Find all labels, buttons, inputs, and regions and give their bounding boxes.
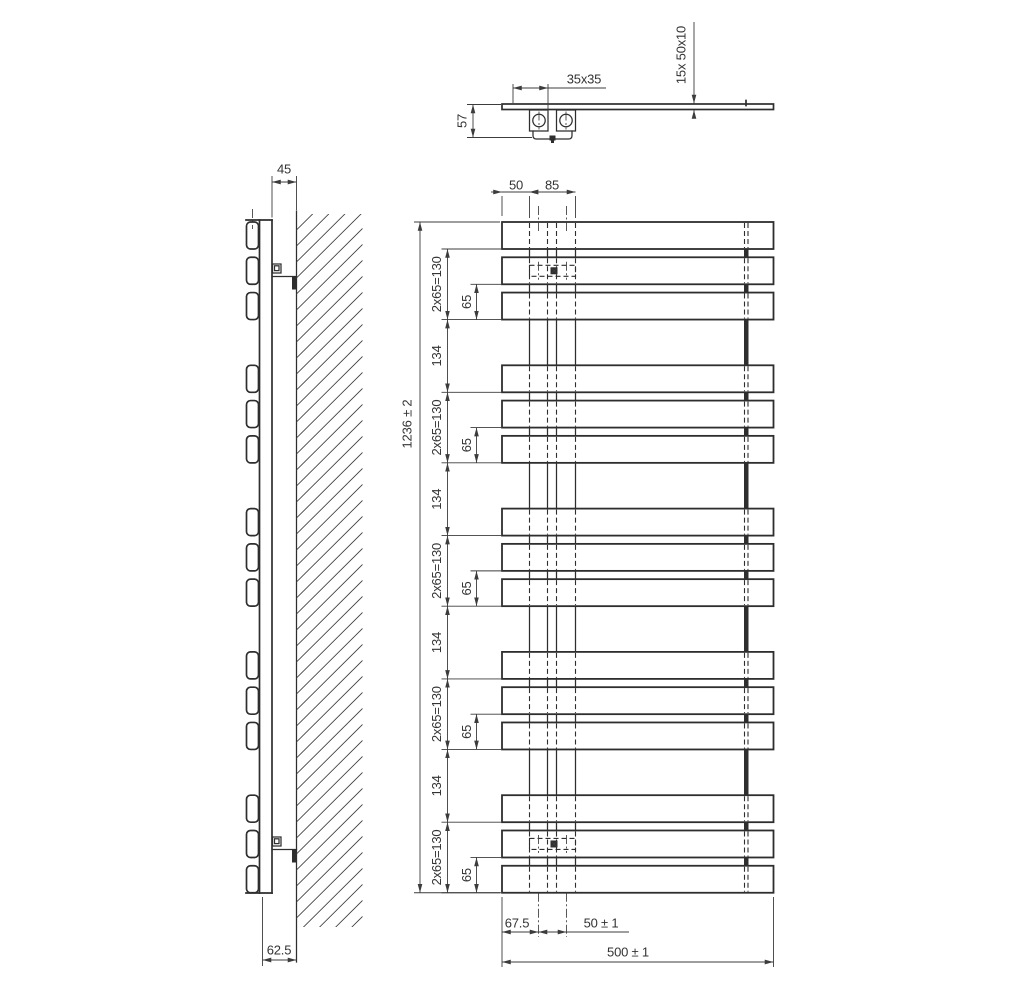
wall-hatch-line	[297, 372, 364, 438]
wall-hatch-line	[297, 692, 364, 758]
rung-bar	[502, 293, 774, 320]
side-view	[246, 148, 363, 981]
dim-label-group-gap: 134	[429, 345, 445, 367]
rung-bar	[502, 652, 774, 679]
bracket-wall-pad	[292, 277, 297, 290]
rung-side-view	[247, 257, 259, 284]
wall-hatch-line	[297, 484, 364, 550]
wall-hatch-line	[297, 644, 364, 710]
wall-hatch-line	[297, 308, 364, 374]
dim-label-profile-note: 15x 50x10	[673, 25, 689, 85]
rung-bar	[502, 222, 774, 249]
rung-side-view	[247, 365, 259, 392]
rung-side-view	[247, 687, 259, 714]
bracket-wall-pad	[292, 850, 297, 863]
wall-hatch-line	[297, 164, 364, 230]
rung-side-view	[247, 795, 259, 822]
bracket-screw-tip	[551, 141, 554, 144]
dim-label-half-pitch: 65	[459, 294, 475, 309]
rung-side-view	[247, 293, 259, 320]
wall-hatch-line	[297, 916, 364, 981]
dim-label-tube-profile: 35x35	[566, 71, 602, 87]
dim-label-wall-clearance: 45	[276, 161, 292, 177]
dim-label-bottom-left: 67.5	[504, 915, 530, 931]
rung-bar	[502, 401, 774, 428]
wall-hatch-line	[297, 468, 364, 534]
dim-label-center-offset: 62.5	[266, 942, 292, 958]
wall-hatch-line	[297, 628, 364, 694]
wall-hatch-line	[297, 516, 364, 582]
wall-hatch-line	[297, 900, 364, 966]
wall-hatch-line	[297, 612, 364, 678]
wall-hatch-line	[297, 788, 364, 854]
rung-bar	[502, 436, 774, 463]
bracket-screw	[275, 839, 280, 844]
wall-hatch-line	[297, 500, 364, 566]
rung-bar	[502, 365, 774, 392]
dim-label-group-pitch: 2x65=130	[429, 686, 445, 743]
wall-hatch-line	[297, 244, 364, 310]
dim-label-overall-height: 1236 ± 2	[399, 399, 415, 449]
wall-hatch-line	[297, 452, 364, 518]
rung-bar	[502, 866, 774, 893]
dim-label-tube-span: 85	[544, 177, 560, 193]
rung-bar	[502, 687, 774, 714]
rung-bar	[502, 722, 774, 749]
wall-hatch	[297, 148, 364, 981]
dim-label-half-pitch: 65	[459, 438, 475, 453]
wall-hatch-line	[297, 676, 364, 742]
dim-label-depth: 57	[454, 113, 470, 129]
top-view	[455, 22, 774, 143]
wall-hatch-line	[297, 868, 364, 934]
wall-hatch-line	[297, 564, 364, 630]
dim-label-half-pitch: 65	[459, 868, 475, 883]
dim-label-overall-width: 500 ± 1	[607, 944, 649, 960]
dim-label-end-offset: 50	[508, 177, 524, 193]
rung-bar	[502, 544, 774, 571]
rung-side-view	[247, 436, 259, 463]
rung-side-view	[247, 722, 259, 749]
rung-side-view	[247, 579, 259, 606]
rung-bar	[502, 579, 774, 606]
wall-hatch-line	[297, 596, 364, 662]
wall-hatch-line	[297, 228, 364, 294]
wall-hatch-line	[297, 852, 364, 918]
rung-side-view	[247, 401, 259, 428]
dim-label-connection-pitch: 50 ± 1	[583, 915, 619, 931]
wall-hatch-line	[297, 340, 364, 406]
dim-label-half-pitch: 65	[459, 581, 475, 596]
rung-bar-top-view	[502, 104, 774, 110]
dim-label-group-pitch: 2x65=130	[429, 399, 445, 456]
wall-hatch-line	[297, 756, 364, 822]
rung-bar	[502, 257, 774, 284]
wall-hatch-line	[297, 740, 364, 806]
wall-hatch-line	[297, 548, 364, 614]
rung-side-view	[247, 866, 259, 893]
dim-label-group-pitch: 2x65=130	[429, 829, 445, 886]
wall-hatch-line	[297, 180, 364, 246]
bracket-screw	[550, 136, 556, 141]
wall-hatch-line	[297, 276, 364, 342]
wall-hatch-line	[297, 212, 364, 278]
dim-label-group-gap: 134	[429, 488, 445, 510]
wall-hatch-line	[297, 436, 364, 502]
wall-hatch-line	[297, 196, 364, 262]
wall-hatch-line	[297, 660, 364, 726]
dim-label-group-gap: 134	[429, 631, 445, 654]
wall-hatch-line	[297, 148, 364, 214]
rung-side-view	[247, 652, 259, 679]
dim-label-group-pitch: 2x65=130	[429, 542, 445, 599]
wall-hatch-line	[297, 724, 364, 790]
wall-hatch-line	[297, 292, 364, 358]
wall-hatch-line	[297, 404, 364, 470]
wall-hatch-line	[297, 420, 364, 486]
bracket-screw	[275, 266, 280, 271]
wall-hatch-line	[297, 356, 364, 422]
wall-hatch-line	[297, 388, 364, 454]
dim-label-group-pitch: 2x65=130	[429, 256, 445, 313]
wall-hatch-line	[297, 772, 364, 838]
wall-hatch-line	[297, 708, 364, 774]
rung-side-view	[247, 509, 259, 536]
wall-hatch-line	[297, 324, 364, 390]
rung-side-view	[247, 544, 259, 571]
rung-bar	[502, 795, 774, 822]
wall-hatch-line	[297, 804, 364, 870]
front-view	[400, 178, 774, 967]
wall-hatch-line	[297, 580, 364, 646]
dim-label-half-pitch: 65	[459, 724, 475, 739]
rung-bar	[502, 509, 774, 536]
wall-hatch-line	[297, 532, 364, 598]
wall-hatch-line	[297, 260, 364, 326]
rung-bar	[502, 830, 774, 857]
rung-side-view	[247, 830, 259, 857]
dim-label-group-gap: 134	[429, 775, 445, 797]
wall-hatch-line	[297, 836, 364, 902]
wall-hatch-line	[297, 884, 364, 950]
wall-hatch-line	[297, 820, 364, 886]
